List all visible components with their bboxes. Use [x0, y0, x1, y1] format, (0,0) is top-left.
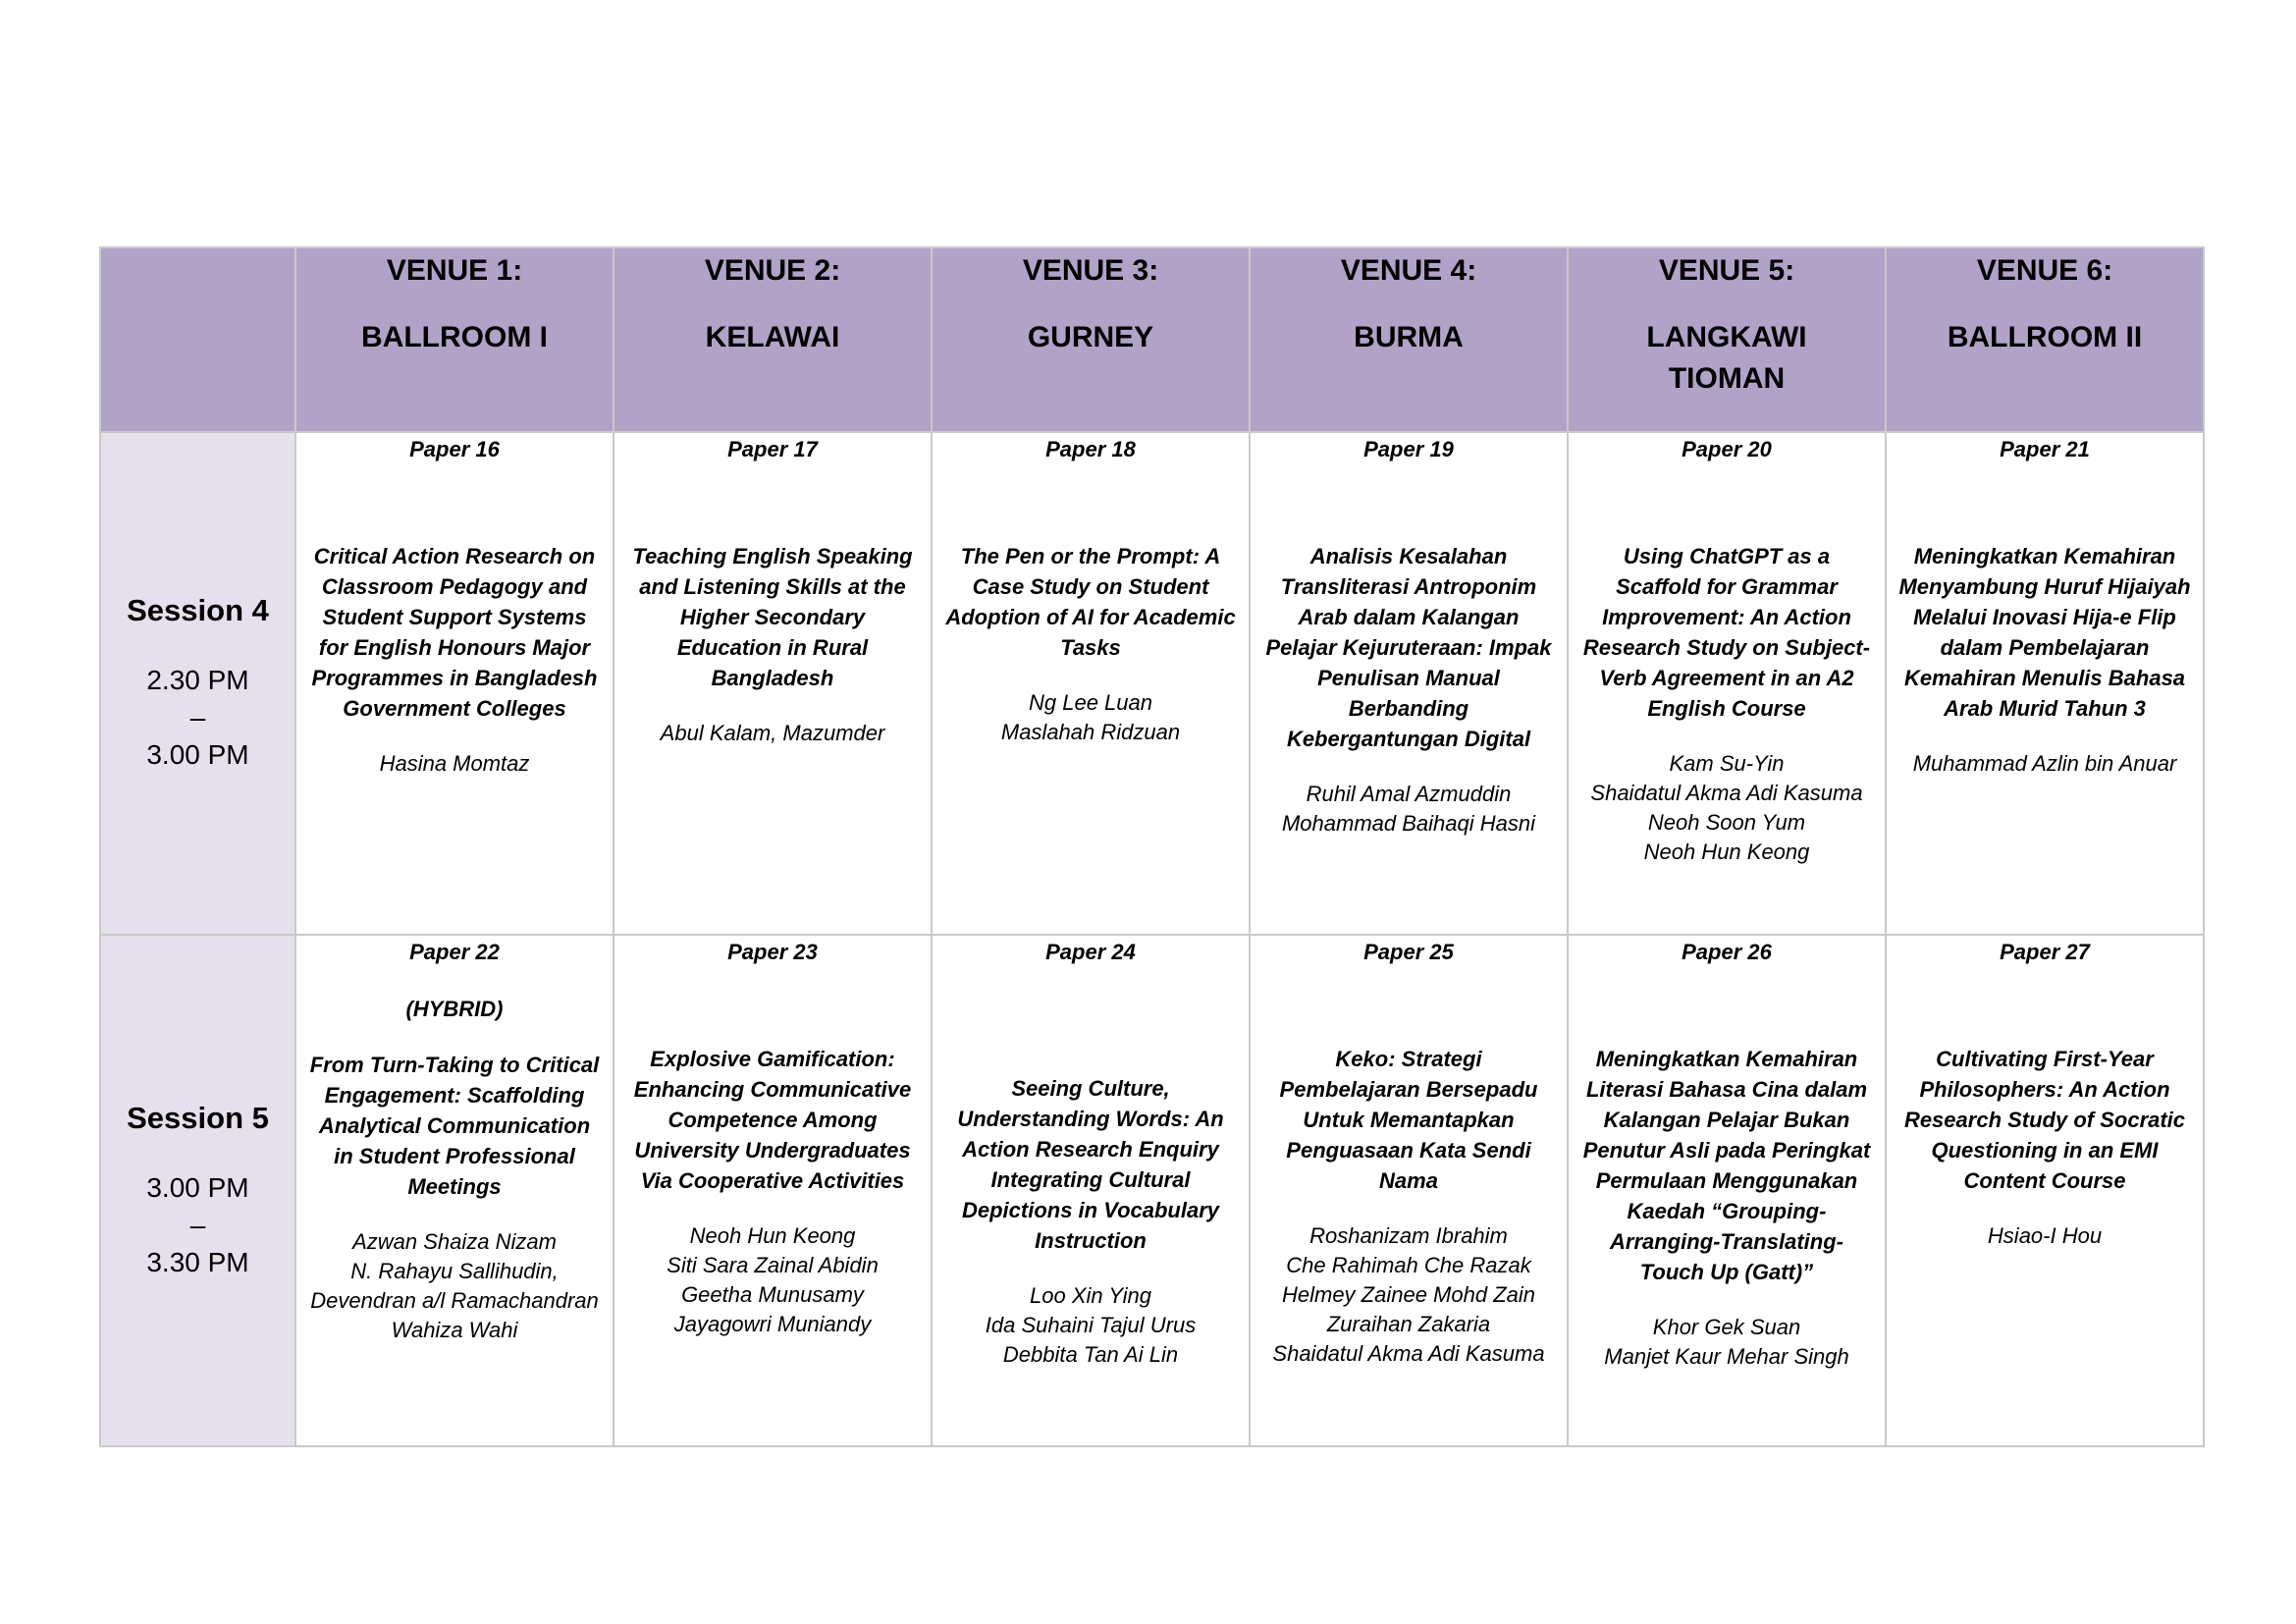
- author-name: Muhammad Azlin bin Anuar: [1912, 751, 2177, 776]
- session-row: [100, 432, 2204, 935]
- paper-mode: (HYBRID): [405, 997, 504, 1021]
- venue-header-1: [295, 247, 614, 432]
- paper-title: Explosive Gamification: Enhancing Communicative Competence Among University Undergraduates Via Cooperative Activities: [633, 1047, 912, 1193]
- paper-title: Analisis Kesalahan Transliterasi Antroponim Arab dalam Kalangan Pelajar Kejuruteraan: Impak Penulisan Manual Berbanding Kebergantungan Digital: [1265, 544, 1552, 751]
- author-name: Debbita Tan Ai Lin: [1002, 1342, 1179, 1367]
- paper-title: Using ChatGPT as a Scaffold for Grammar Improvement: An Action Research Study on Subject-Verb Agreement in an A2 English Course: [1582, 544, 1871, 721]
- session-row: [100, 935, 2204, 1446]
- author-name: Jayagowri Muniandy: [673, 1312, 872, 1336]
- paper-title: The Pen or the Prompt: A Case Study on Student Adoption of AI for Academic Tasks: [945, 544, 1236, 660]
- paper-cell: [614, 935, 932, 1446]
- venue-number: VENUE 6:: [1976, 254, 2113, 287]
- venue-number: VENUE 1:: [386, 254, 523, 287]
- paper-number: Paper 17: [727, 437, 818, 461]
- author-name: Shaidatul Akma Adi Kasuma: [1272, 1341, 1545, 1366]
- venue-number: VENUE 5:: [1658, 254, 1795, 287]
- paper-title: From Turn-Taking to Critical Engagement: Scaffolding Analytical Communication in Student Professional Meetings: [309, 1053, 600, 1199]
- venue-number: VENUE 2:: [704, 254, 841, 287]
- venue-header-4: [1250, 247, 1568, 432]
- author-name: Ruhil Amal Azmuddin: [1306, 782, 1512, 806]
- author-name: Loo Xin Ying: [1030, 1283, 1151, 1308]
- paper-authors: [1898, 749, 2191, 779]
- paper-number: Paper 24: [1045, 940, 1136, 964]
- paper-number: Paper 25: [1363, 940, 1454, 964]
- paper-number: Paper 22: [409, 940, 500, 964]
- venue-name: BALLROOM I: [361, 321, 548, 353]
- paper-number: Paper 26: [1682, 940, 1772, 964]
- session-name: Session 5: [127, 1100, 269, 1135]
- venue-header-row: [100, 247, 2204, 432]
- paper-title: Seeing Culture, Understanding Words: An Action Research Enquiry Integrating Cultural Depictions in Vocabulary Instruction: [957, 1076, 1224, 1253]
- session-label-cell: [100, 432, 295, 935]
- session-end-time: 3.30 PM: [146, 1246, 249, 1277]
- venue-name: BALLROOM II: [1947, 321, 2143, 353]
- paper-number: Paper 16: [409, 437, 500, 461]
- paper-title: Meningkatkan Kemahiran Menyambung Huruf Hijaiyah Melalui Inovasi Hija-e Flip dalam Pembelajaran Kemahiran Menulis Bahasa Arab Murid Tahun 3: [1898, 544, 2191, 721]
- author-name: Wahiza Wahi: [391, 1318, 518, 1342]
- author-name: Khor Gek Suan: [1652, 1315, 1801, 1339]
- session-start-time: 3.00 PM: [146, 1171, 249, 1203]
- paper-number: Paper 27: [2000, 940, 2090, 964]
- paper-authors: [626, 1221, 919, 1339]
- author-name: Geetha Munusamy: [681, 1282, 864, 1307]
- author-name: Ida Suhaini Tajul Urus: [985, 1313, 1197, 1337]
- paper-title: Keko: Strategi Pembelajaran Bersepadu Untuk Memantapkan Penguasaan Kata Sendi Nama: [1279, 1047, 1538, 1193]
- author-name: Shaidatul Akma Adi Kasuma: [1590, 781, 1863, 805]
- paper-authors: [626, 719, 919, 748]
- paper-number: Paper 20: [1682, 437, 1772, 461]
- author-name: Roshanizam Ibrahim: [1309, 1223, 1508, 1248]
- author-name: Ng Lee Luan: [1029, 690, 1152, 715]
- paper-cell: [1568, 432, 1886, 935]
- session-end-time: 3.00 PM: [146, 739, 249, 770]
- paper-title: Meningkatkan Kemahiran Literasi Bahasa Cina dalam Kalangan Pelajar Bukan Penutur Asli pada Peringkat Permulaan Menggunakan Kaedah “Grouping-Arranging-Translating-Touch Up (Gatt)”: [1582, 1047, 1871, 1284]
- venue-header-5: [1568, 247, 1886, 432]
- paper-number: Paper 19: [1363, 437, 1454, 461]
- paper-cell: [1250, 935, 1568, 1446]
- paper-authors: [944, 688, 1237, 747]
- venue-header-6: [1886, 247, 2204, 432]
- author-name: Abul Kalam, Mazumder: [660, 721, 885, 745]
- paper-authors: [308, 749, 601, 779]
- paper-authors: [1898, 1221, 2191, 1251]
- paper-cell: [932, 432, 1250, 935]
- paper-title: Cultivating First-Year Philosophers: An Action Research Study of Socratic Questioning in an EMI Content Course: [1903, 1047, 2186, 1193]
- paper-authors: [1262, 780, 1555, 839]
- author-name: Che Rahimah Che Razak: [1286, 1253, 1531, 1277]
- paper-number: Paper 18: [1045, 437, 1136, 461]
- author-name: Neoh Hun Keong: [689, 1223, 856, 1248]
- author-name: Neoh Hun Keong: [1643, 839, 1810, 864]
- paper-cell: [1886, 935, 2204, 1446]
- venue-name: BURMA: [1354, 321, 1464, 353]
- author-name: Maslahah Ridzuan: [1000, 720, 1181, 744]
- author-name: Kam Su-Yin: [1669, 751, 1785, 776]
- session-label-cell: [100, 935, 295, 1446]
- paper-number: Paper 23: [727, 940, 818, 964]
- author-name: Manjet Kaur Mehar Singh: [1604, 1344, 1849, 1369]
- author-name: Devendran a/l Ramachandran: [310, 1288, 599, 1313]
- author-name: Azwan Shaiza Nizam: [352, 1229, 557, 1254]
- paper-title: Critical Action Research on Classroom Pedagogy and Student Support Systems for English Honours Major Programmes in Bangladesh Government Colleges: [311, 544, 598, 721]
- session-time-dash: –: [189, 1209, 206, 1240]
- author-name: Helmey Zainee Mohd Zain: [1281, 1282, 1535, 1307]
- venue-number: VENUE 4:: [1340, 254, 1477, 287]
- paper-authors: [1580, 749, 1873, 867]
- author-name: Zuraihan Zakaria: [1326, 1312, 1491, 1336]
- corner-cell: [100, 247, 295, 432]
- paper-cell: [932, 935, 1250, 1446]
- venue-number: VENUE 3:: [1022, 254, 1159, 287]
- author-name: N. Rahayu Sallihudin,: [350, 1259, 559, 1283]
- paper-cell: [1250, 432, 1568, 935]
- paper-cell: [1568, 935, 1886, 1446]
- venue-name: KELAWAI: [705, 321, 840, 353]
- session-time-dash: –: [189, 702, 206, 732]
- session-name: Session 4: [127, 593, 269, 627]
- paper-authors: [1580, 1313, 1873, 1372]
- author-name: Hasina Momtaz: [379, 751, 530, 776]
- venue-header-2: [614, 247, 932, 432]
- paper-authors: [308, 1227, 601, 1345]
- author-name: Mohammad Baihaqi Hasni: [1281, 811, 1536, 836]
- paper-authors: [1262, 1221, 1555, 1369]
- venue-name: LANGKAWI TIOMAN: [1646, 321, 1807, 395]
- venue-header-3: [932, 247, 1250, 432]
- paper-cell: [295, 935, 614, 1446]
- author-name: Siti Sara Zainal Abidin: [667, 1253, 879, 1277]
- paper-cell: [295, 432, 614, 935]
- paper-title: Teaching English Speaking and Listening Skills at the Higher Secondary Education in Rural Bangladesh: [632, 544, 913, 690]
- schedule-table: [99, 246, 2205, 1447]
- paper-cell: [1886, 432, 2204, 935]
- paper-cell: [614, 432, 932, 935]
- paper-number: Paper 21: [2000, 437, 2090, 461]
- venue-name: GURNEY: [1027, 321, 1154, 353]
- session-start-time: 2.30 PM: [146, 665, 249, 695]
- author-name: Hsiao-I Hou: [1987, 1223, 2103, 1248]
- author-name: Neoh Soon Yum: [1647, 810, 1806, 835]
- paper-authors: [944, 1281, 1237, 1370]
